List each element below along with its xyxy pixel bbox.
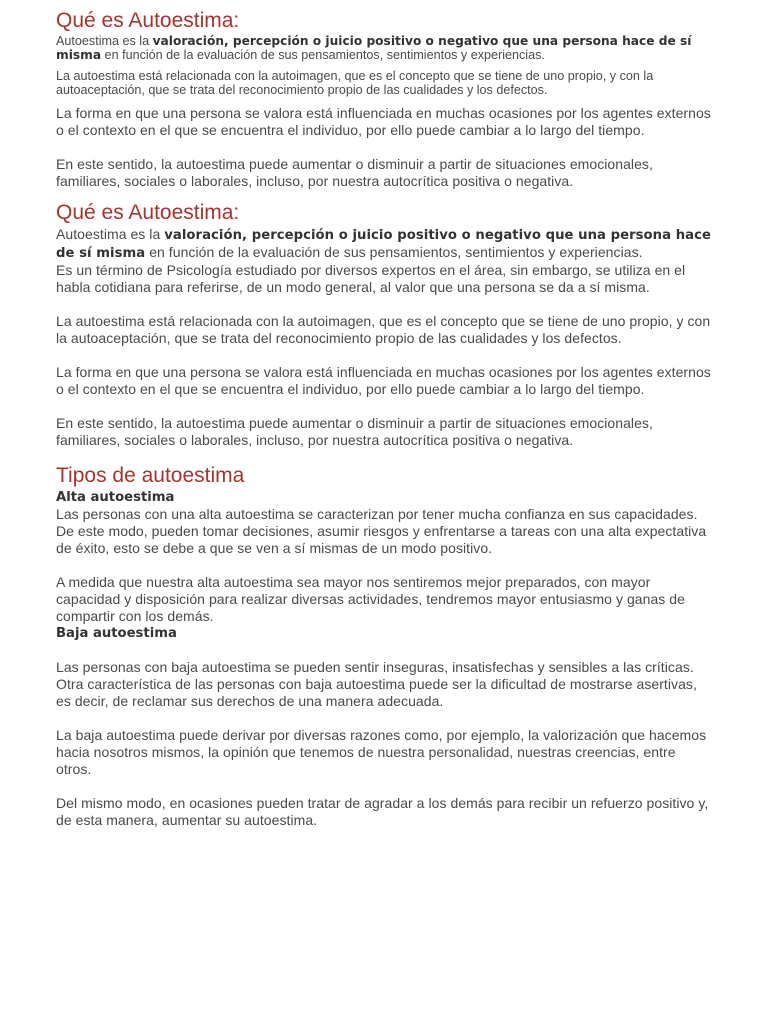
paragraph: La forma en que una persona se valora está influenciada en muchas ocasiones por los agentes externos o el contexto en el que se encuentra el individuo, por ello puede cambiar a lo largo del tiempo. xyxy=(56,105,711,138)
intro-paragraph xyxy=(56,226,712,262)
paragraph: En este sentido, la autoestima puede aumentar o disminuir a partir de situaciones emocionales, familiares, sociales o laborales, incluso, por nuestra autocrítica positiva o negativa. xyxy=(56,156,653,189)
paragraph: En este sentido, la autoestima puede aumentar o disminuir a partir de situaciones emocionales, familiares, sociales o laborales, incluso, por nuestra autocrítica positiva o negativa. xyxy=(56,415,653,448)
paragraph: La baja autoestima puede derivar por diversas razones como, por ejemplo, la valorización que hacemos hacia nosotros mismos, la opinión que tenemos de nuestra personalidad, nuestras creencias, entre otros. xyxy=(56,727,707,777)
section-que-es-autoestima-1 xyxy=(56,8,712,190)
intro-tail: en función de la evaluación de sus pensamientos, sentimientos y experiencias. xyxy=(101,48,545,62)
section-title: Tipos de autoestima xyxy=(56,464,245,487)
paragraph: La autoestima está relacionada con la autoimagen, que es el concepto que se tiene de uno propio, y con la autoaceptación, que se trata del reconocimiento propio de las cualidades y los defectos. xyxy=(56,69,654,97)
intro-paragraph xyxy=(56,34,712,62)
paragraph: Del mismo modo, en ocasiones pueden tratar de agradar a los demás para recibir un refuerzo positivo y, de esta manera, aumentar su autoestima. xyxy=(56,795,709,828)
subheading-baja-autoestima: Baja autoestima xyxy=(56,626,177,641)
paragraph: Las personas con baja autoestima se pueden sentir inseguras, insatisfechas y sensibles a las críticas. Otra característica de las personas con baja autoestima puede ser la dificultad de mostrarse asertivas, es decir, de reclamar sus derechos de una manera adecuada. xyxy=(56,659,697,709)
intro-definition: valoración, percepción o juicio positivo o negativo que una persona hace de sí misma xyxy=(56,34,692,62)
intro-lead: Autoestima es la xyxy=(56,226,165,242)
section-que-es-autoestima-2 xyxy=(56,200,712,449)
paragraph: Las personas con una alta autoestima se caracterizan por tener mucha confianza en sus capacidades. De este modo, pueden tomar decisiones, asumir riesgos y enfrentarse a tareas con una alta expectativa de éxito, esto se debe a que se ven a sí mismas de un modo positivo. xyxy=(56,506,707,556)
section-title: Qué es Autoestima: xyxy=(56,201,240,224)
section-title: Qué es Autoestima: xyxy=(56,9,240,32)
section-tipos-de-autoestima xyxy=(56,463,712,829)
subheading-alta-autoestima: Alta autoestima xyxy=(56,490,175,505)
intro-tail: en función de la evaluación de sus pensamientos, sentimientos y experiencias. xyxy=(145,244,643,260)
paragraph: Es un término de Psicología estudiado por diversos expertos en el área, sin embargo, se utiliza en el habla cotidiana para referirse, de un modo general, al valor que una persona se da a sí misma. xyxy=(56,262,686,295)
intro-lead: Autoestima es la xyxy=(56,34,153,48)
paragraph: A medida que nuestra alta autoestima sea mayor nos sentiremos mejor preparados, con mayor capacidad y disposición para realizar diversas actividades, tendremos mayor entusiasmo y ganas de compartir con los demás. xyxy=(56,574,685,624)
intro-definition: valoración, percepción o juicio positivo o negativo que una persona hace de sí misma xyxy=(56,228,711,261)
paragraph: La forma en que una persona se valora está influenciada en muchas ocasiones por los agentes externos o el contexto en el que se encuentra el individuo, por ello puede cambiar a lo largo del tiempo. xyxy=(56,364,711,397)
paragraph: La autoestima está relacionada con la autoimagen, que es el concepto que se tiene de uno propio, y con la autoaceptación, que se trata del reconocimiento propio de las cualidades y los defectos. xyxy=(56,313,711,346)
